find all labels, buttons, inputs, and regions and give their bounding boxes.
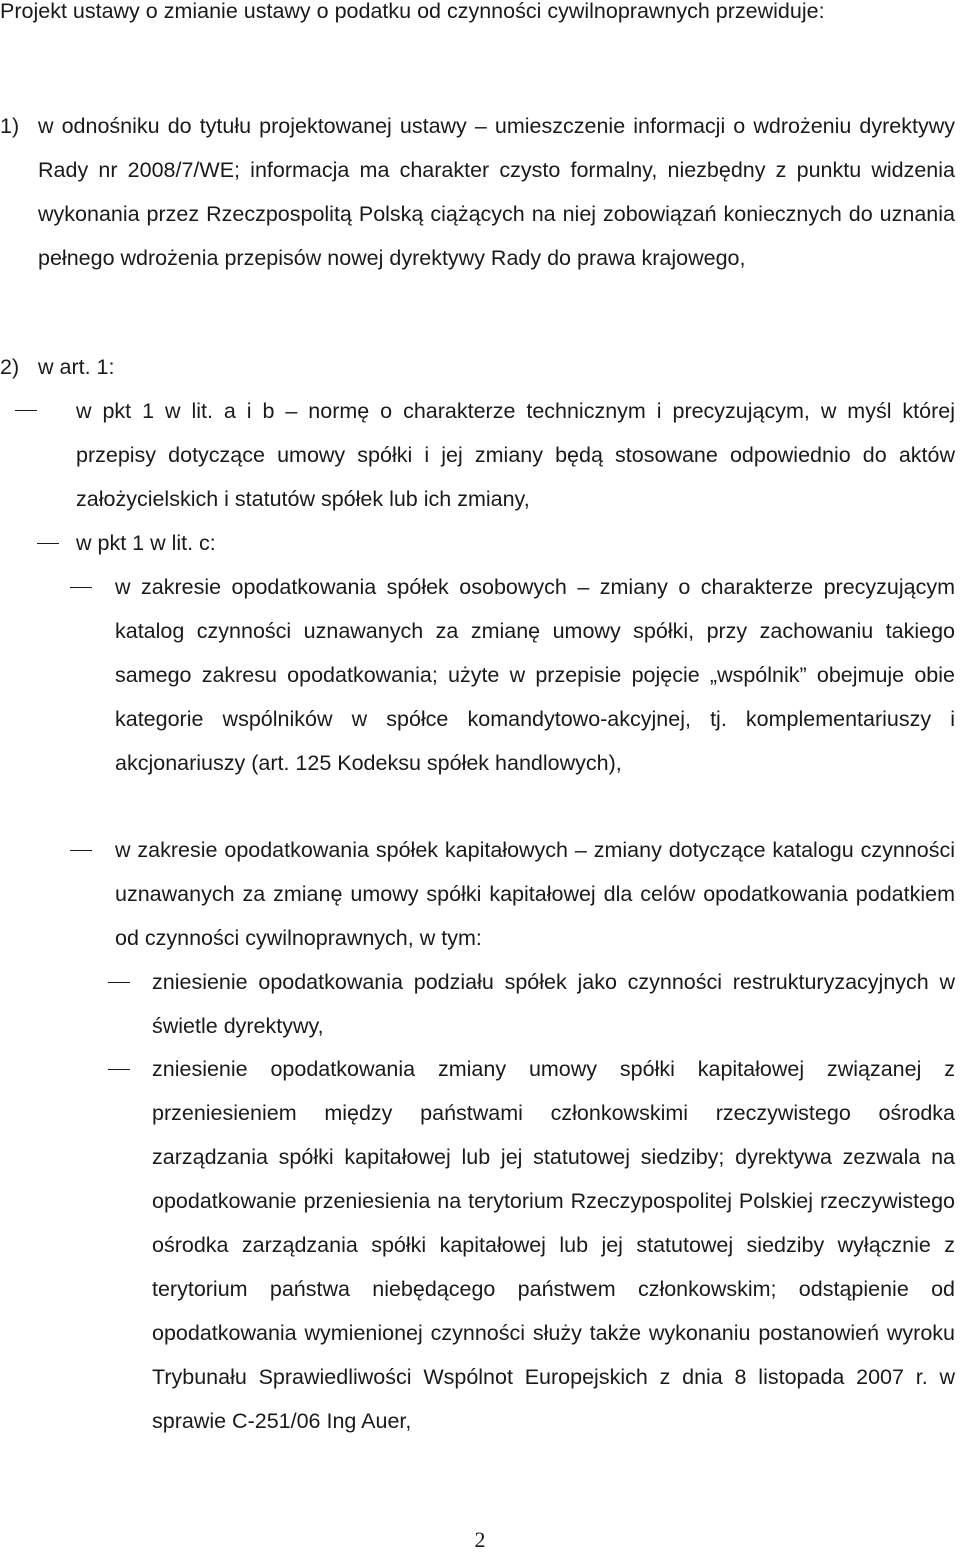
intro-paragraph: Projekt ustawy o zmianie ustawy o podatku od czynności cywilnoprawnych przewiduje: bbox=[0, 0, 825, 23]
sub-item-b: w pkt 1 w lit. c: bbox=[76, 531, 216, 555]
dash-bullet bbox=[108, 982, 130, 983]
list-item-text: w art. 1: bbox=[38, 355, 115, 379]
dash-bullet bbox=[108, 1069, 130, 1070]
sub-item-a: w pkt 1 w lit. a i b – normę o charakterze technicznym i precyzującym, w myśl której przepisy dotyczące umowy spółki i jej zmiany będą stosowane odpowiednio do aktów założycielskich i statutów spółek lub ich zmiany, bbox=[76, 399, 955, 511]
list-item-text: w odnośniku do tytułu projektowanej ustawy – umieszczenie informacji o wdrożeniu dyrektywy Rady nr 2008/7/WE; informacja ma charakter czysto formalny, niezbędny z punktu widzenia wykonania przez Rzeczpospolitą Polską ciążących na niej zobowiązań koniecznych do uznania pełnego wdrożenia przepisów nowej dyrektywy Rady do prawa krajowego, bbox=[38, 114, 955, 270]
sub-item-b2-i: zniesienie opodatkowania podziału spółek jako czynności restrukturyzacyjnych w świetle dyrektywy, bbox=[152, 970, 955, 1038]
list-item-number: 1) bbox=[0, 114, 20, 138]
dash-bullet bbox=[70, 587, 92, 588]
page-number: 2 bbox=[474, 1527, 486, 1552]
dash-bullet bbox=[70, 850, 92, 851]
sub-item-b1: w zakresie opodatkowania spółek osobowych – zmiany o charakterze precyzującym katalog czynności uznawanych za zmianę umowy spółki, przy zachowaniu takiego samego zakresu opodatkowania; użyte w przepisie pojęcie „wspólnik” obejmuje obie kategorie wspólników w spółce komandytowo-akcyjnej, tj. komplementariuszy i akcjonariuszy (art. 125 Kodeksu spółek handlowych), bbox=[115, 575, 955, 775]
sub-item-b2: w zakresie opodatkowania spółek kapitałowych – zmiany dotyczące katalogu czynności uznawanych za zmianę umowy spółki kapitałowej dla celów opodatkowania podatkiem od czynności cywilnoprawnych, w tym: bbox=[115, 838, 955, 950]
dash-bullet bbox=[15, 410, 37, 411]
sub-item-b2-ii: zniesienie opodatkowania zmiany umowy spółki kapitałowej związanej z przeniesieniem między państwami członkowskimi rzeczywistego ośrodka zarządzania spółki kapitałowej lub jej statutowej siedziby; dyrektywa zezwala na opodatkowanie przeniesienia na terytorium Rzeczypospolitej Polskiej rzeczywistego ośrodka zarządzania spółki kapitałowej lub jej statutowej siedziby wyłącznie z terytorium państwa niebędącego państwem członkowskim; odstąpienie od opodatkowania wymienionej czynności służy także wykonaniu postanowień wyroku Trybunału Sprawiedliwości Wspólnot Europejskich z dnia 8 listopada 2007 r. w sprawie C-251/06 Ing Auer, bbox=[152, 1057, 955, 1433]
dash-bullet bbox=[37, 543, 59, 544]
list-item-number: 2) bbox=[0, 355, 20, 379]
